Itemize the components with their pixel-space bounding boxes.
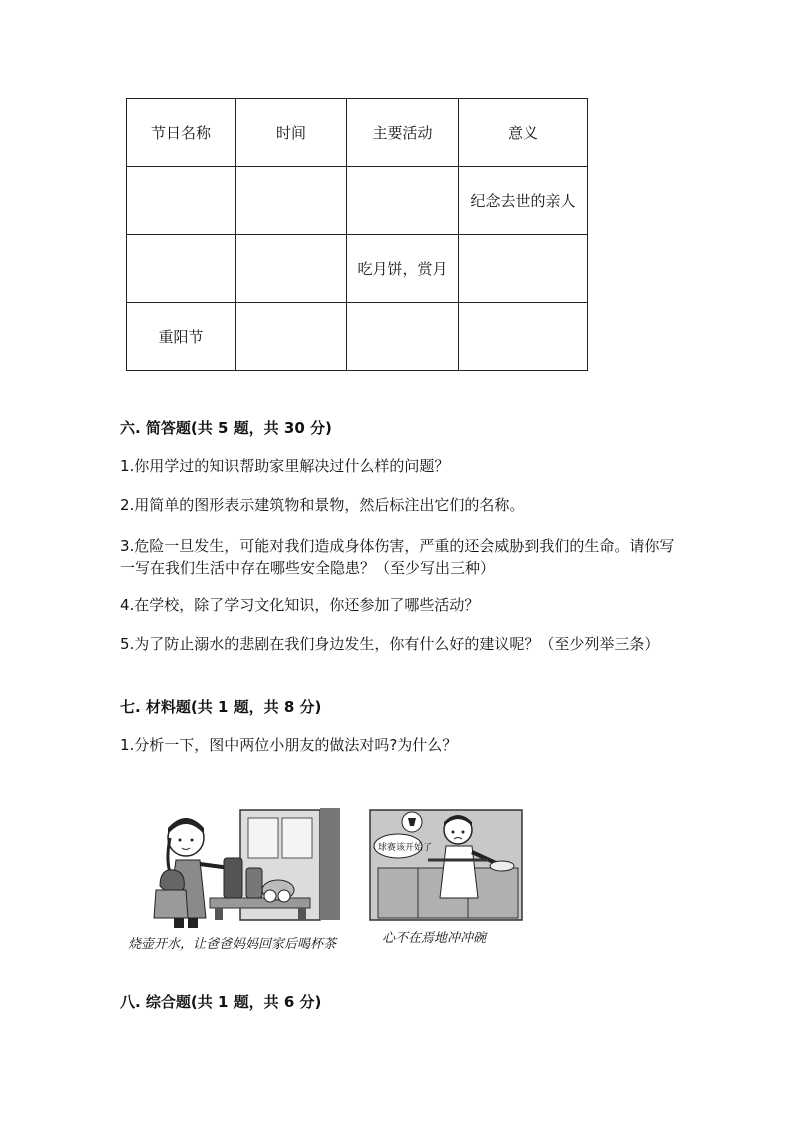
festival-table	[126, 98, 588, 371]
table-cell	[127, 167, 236, 235]
question-6-3: 3.危险一旦发生，可能对我们造成身体伤害，严重的还会威胁到我们的生命。请你写一写在我们生活中存在哪些安全隐患？（至少写出三种）	[120, 537, 675, 577]
section-6-title: 六. 简答题(共 5 题，共 30 分)	[120, 419, 332, 437]
table-cell	[347, 167, 459, 235]
section-7-title: 七. 材料题(共 1 题，共 8 分)	[120, 698, 322, 716]
table-cell	[236, 235, 347, 303]
question-7-1: 1.分析一下，图中两位小朋友的做法对吗?为什么？	[120, 736, 458, 754]
table-cell: 吃月饼，赏月	[347, 235, 459, 303]
table-cell	[347, 303, 459, 371]
table-cell	[236, 167, 347, 235]
table-cell	[236, 303, 347, 371]
header-cell: 主要活动	[347, 99, 459, 167]
table-row	[127, 303, 588, 371]
table-cell	[127, 235, 236, 303]
question-6-2: 2.用简单的图形表示建筑物和景物，然后标注出它们的名称。	[120, 496, 525, 514]
header-cell: 节日名称	[127, 99, 236, 167]
header-cell: 意义	[459, 99, 588, 167]
question-6-4: 4.在学校，除了学习文化知识，你还参加了哪些活动？	[120, 596, 480, 614]
section-8-title: 八. 综合题(共 1 题，共 6 分)	[120, 993, 322, 1011]
boiling-water-picture	[120, 808, 342, 956]
table-cell	[459, 303, 588, 371]
header-cell: 时间	[236, 99, 347, 167]
picture-right-caption: 心不在焉地冲冲碗	[382, 931, 487, 946]
table-cell	[459, 235, 588, 303]
table-cell: 纪念去世的亲人	[459, 167, 588, 235]
question-6-1: 1.你用学过的知识帮助家里解决过什么样的问题？	[120, 457, 450, 475]
table-row	[127, 235, 588, 303]
question-6-5: 5.为了防止溺水的悲剧在我们身边发生，你有什么好的建议呢？（至少列举三条）	[120, 635, 660, 653]
picture-left-caption: 烧壶开水，让爸爸妈妈回家后喝杯茶	[128, 937, 337, 952]
table-cell: 重阳节	[127, 303, 236, 371]
washing-dishes-picture	[368, 808, 526, 956]
table-header-row	[127, 99, 588, 167]
table-row	[127, 167, 588, 235]
speech-bubble-text: 球赛该开始了	[378, 843, 433, 853]
